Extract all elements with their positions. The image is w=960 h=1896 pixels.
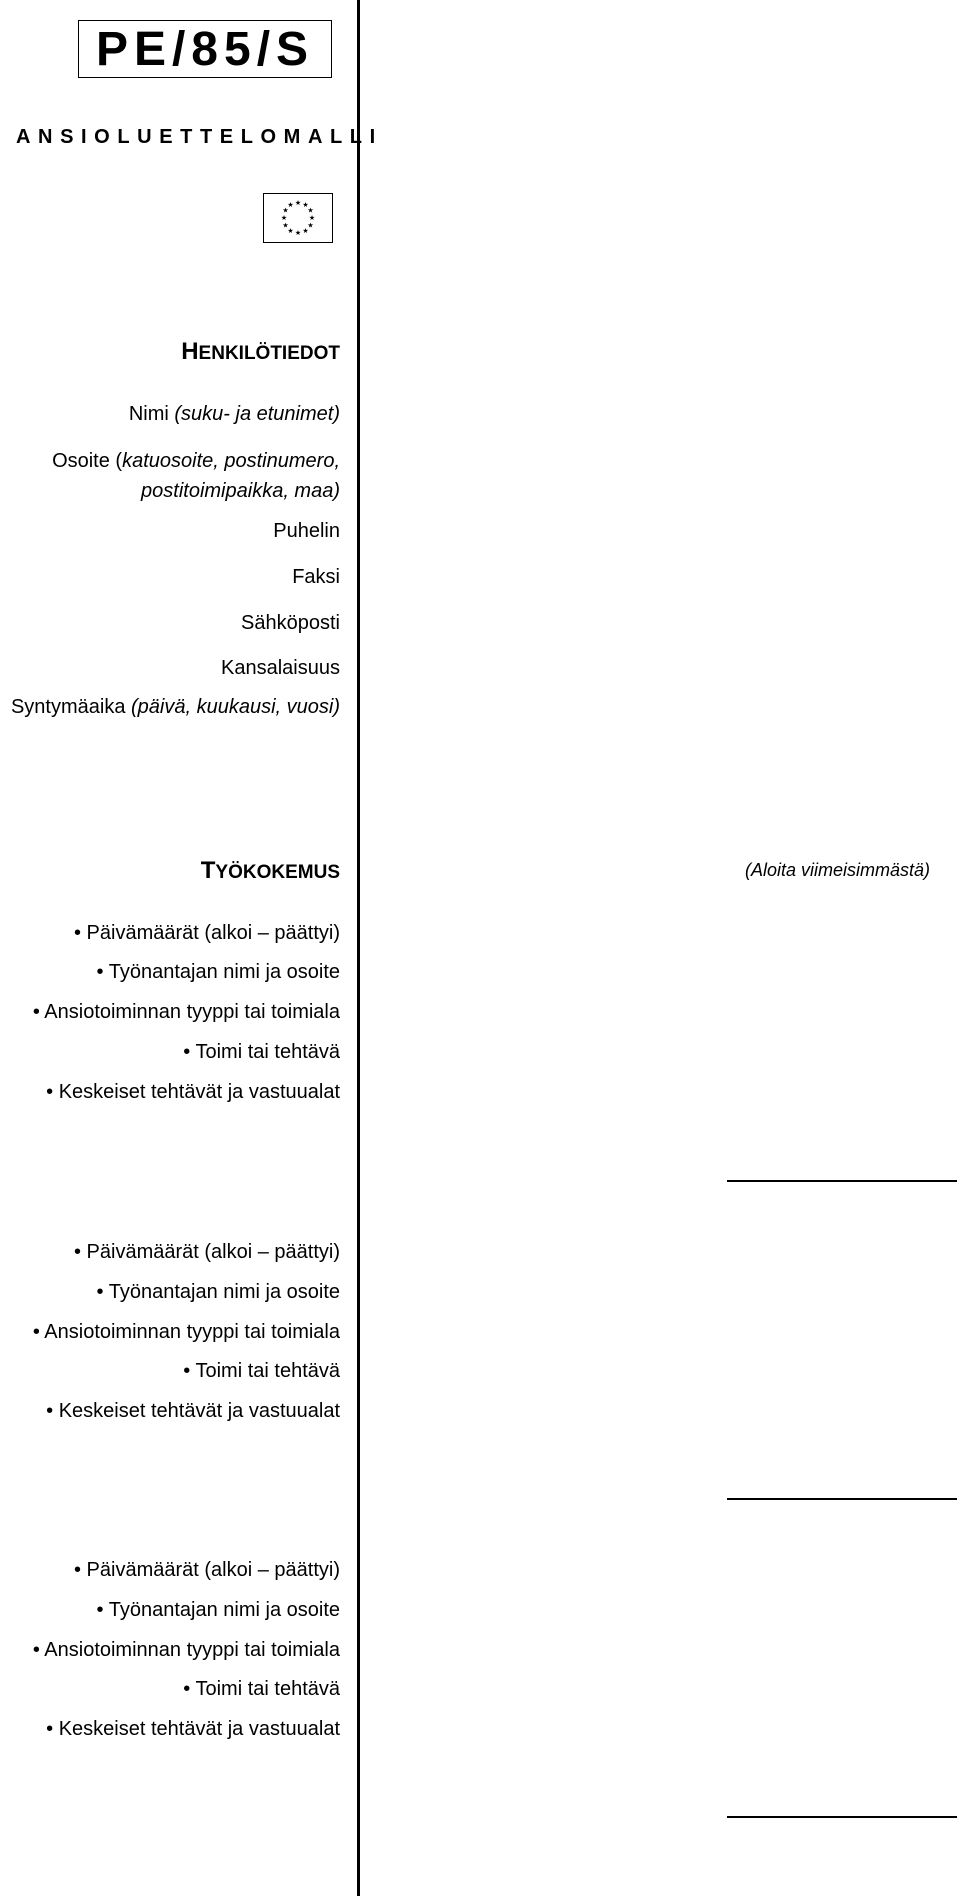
- personal-info-heading: [181, 338, 340, 368]
- name-label: [129, 402, 340, 426]
- entry3-position-label: • Toimi tai tehtävä: [183, 1678, 340, 1700]
- address-hint-line2-row: [141, 479, 340, 503]
- svg-text:★: ★: [287, 201, 294, 209]
- svg-text:★: ★: [307, 206, 314, 215]
- heading-initial: T: [200, 857, 216, 884]
- address-label-text: Osoite (: [52, 450, 123, 472]
- name-label-text: Nimi: [128, 403, 175, 425]
- svg-text:★: ★: [287, 227, 294, 235]
- work-experience-heading: [201, 857, 340, 887]
- svg-text:★: ★: [307, 221, 314, 230]
- entry3-separator: [727, 1816, 957, 1818]
- name-hint: (suku- ja etunimet): [174, 403, 340, 425]
- svg-text:★: ★: [294, 229, 302, 237]
- svg-text:★: ★: [294, 199, 302, 207]
- heading-initial: H: [181, 338, 199, 365]
- address-hint-line1: katuosoite, postinumero,: [122, 450, 340, 472]
- entry2-duties-label: • Keskeiset tehtävät ja vastuualat: [46, 1400, 340, 1422]
- column-divider: [357, 0, 360, 1896]
- birthdate-hint: (päivä, kuukausi, vuosi): [131, 696, 340, 718]
- heading-rest: YÖKOKEMUS: [215, 862, 340, 883]
- entry3-employer-label: • Työnantajan nimi ja osoite: [96, 1599, 340, 1621]
- work-experience-note: (Aloita viimeisimmästä): [744, 860, 930, 880]
- birthdate-label-text: Syntymäaika: [10, 696, 132, 718]
- address-label: [52, 449, 340, 473]
- entry1-position-label: • Toimi tai tehtävä: [183, 1041, 340, 1063]
- entry1-dates-label: • Päivämäärät (alkoi – päättyi): [73, 922, 340, 944]
- eu-stars-icon: [264, 194, 332, 242]
- nationality-label: Kansalaisuus: [221, 657, 340, 679]
- birthdate-label: [11, 695, 340, 719]
- fax-label: Faksi: [292, 566, 340, 588]
- entry1-employer-label: • Työnantajan nimi ja osoite: [96, 961, 340, 983]
- entry1-separator: [727, 1180, 957, 1182]
- entry2-position-label: • Toimi tai tehtävä: [183, 1360, 340, 1382]
- entry1-duties-label: • Keskeiset tehtävät ja vastuualat: [46, 1081, 340, 1103]
- svg-text:★: ★: [280, 214, 288, 222]
- svg-text:★: ★: [302, 227, 309, 235]
- entry2-dates-label: • Päivämäärät (alkoi – päättyi): [73, 1241, 340, 1263]
- eu-flag-logo: [263, 193, 333, 243]
- template-title: ANSIOLUETTELOMALLI: [16, 126, 383, 148]
- email-label: Sähköposti: [241, 612, 340, 634]
- svg-text:★: ★: [302, 201, 309, 209]
- address-hint-line2: postitoimipaikka, maa): [141, 480, 340, 502]
- form-code-box: [78, 20, 332, 78]
- entry1-sector-label: • Ansiotoiminnan tyyppi tai toimiala: [32, 1001, 340, 1023]
- entry3-duties-label: • Keskeiset tehtävät ja vastuualat: [46, 1718, 340, 1740]
- svg-text:★: ★: [282, 206, 289, 215]
- entry2-employer-label: • Työnantajan nimi ja osoite: [96, 1281, 340, 1303]
- heading-rest: ENKILÖTIEDOT: [198, 343, 340, 364]
- svg-text:★: ★: [308, 214, 316, 222]
- phone-label: Puhelin: [273, 520, 340, 542]
- entry3-dates-label: • Päivämäärät (alkoi – päättyi): [73, 1559, 340, 1581]
- entry2-separator: [727, 1498, 957, 1500]
- form-code: PE/85/S: [95, 23, 315, 76]
- svg-text:★: ★: [282, 221, 289, 230]
- entry2-sector-label: • Ansiotoiminnan tyyppi tai toimiala: [32, 1321, 340, 1343]
- entry3-sector-label: • Ansiotoiminnan tyyppi tai toimiala: [32, 1639, 340, 1661]
